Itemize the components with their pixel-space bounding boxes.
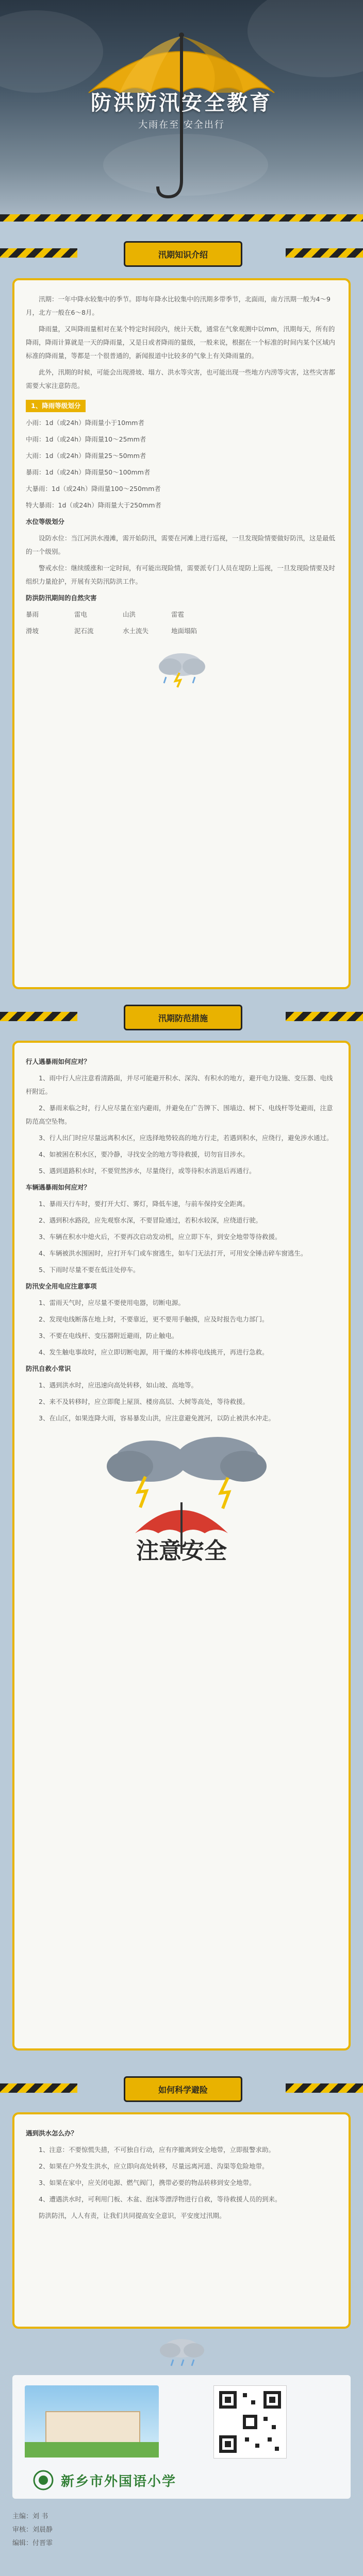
list-item: 雷电	[74, 611, 87, 618]
list-item: 大雨：1d（或24h）降雨量25～50mm者	[26, 452, 146, 460]
content-card	[12, 1041, 351, 2050]
notice-text: 注意安全	[136, 1538, 227, 1564]
list-item: 小雨：1d（或24h）降雨量小于10mm者	[26, 419, 144, 427]
hazard-stripe	[0, 1012, 77, 1021]
content-card	[12, 278, 351, 989]
disaster-row	[26, 608, 337, 621]
list-item: 山洪	[122, 611, 136, 618]
content-card	[12, 2112, 351, 2329]
hazard-stripe	[0, 248, 77, 258]
disaster-row	[26, 624, 337, 638]
hazard-stripe	[286, 2083, 363, 2093]
editor-info	[12, 2510, 351, 2550]
school-emblem-icon	[33, 2470, 54, 2490]
paragraph: 设防水位：当江河洪水漫滩，需开始防汛，需要在河滩上进行巡视，一旦发现险情要做好防汛，这是最低的一个级别。	[26, 534, 336, 555]
hazard-stripe	[0, 214, 363, 222]
editor-line: 编辑：付晋霏	[12, 2539, 53, 2547]
question-heading: 防汛安全用电应注意事项	[26, 1282, 97, 1290]
list-item: 中雨：1d（或24h）降雨量10～25mm者	[26, 435, 146, 443]
page-title: 防洪防汛安全教育	[91, 91, 272, 115]
section-heading: 如何科学避险	[124, 2076, 242, 2102]
list-item: 3、行人出门时应尽量远离积水区，应选择地势较高的地方行走，若遇到积水，应绕行，避免涉水通过。	[39, 1134, 333, 1142]
list-item: 2、如果在户外发生洪水，应立即向高处转移，尽量远离河道、沟渠等危险地带。	[39, 2162, 269, 2170]
paragraph: 此外，汛期的时候，可能会出现滑坡、塌方、洪水等灾害，也可能出现一些地方内涝等灾害，这些灾害都需要大家注意防范。	[26, 368, 336, 389]
section-header	[0, 236, 363, 272]
list-item: 3、不要在电线杆、变压器附近避雨，防止触电。	[39, 1332, 178, 1340]
hazard-stripe	[286, 248, 363, 258]
list-item: 4、遭遇洪水时，可利用门板、木盆、泡沫等漂浮物进行自救，等待救援人员的到来。	[39, 2195, 282, 2203]
qr-code	[213, 2385, 287, 2459]
school-photo	[25, 2385, 159, 2458]
question-heading: 车辆遇暴雨如何应对？	[26, 1183, 91, 1191]
rain-cloud-icon	[155, 2334, 208, 2370]
list-item: 4、如被困在积水区，要冷静，寻找安全的地方等待救援，切勿盲目涉水。	[39, 1150, 249, 1158]
list-item: 特大暴雨：1d（或24h）降雨量大于250mm者	[26, 501, 161, 509]
question-heading: 行人遇暴雨如何应对？	[26, 1058, 91, 1065]
safety-notice-illustration	[89, 1430, 274, 1585]
subheading: 水位等级划分	[26, 518, 65, 526]
list-item: 滑坡	[26, 627, 39, 635]
list-item: 3、车辆在积水中熄火后，不要再次启动发动机，应立即下车，到安全地带等待救援。	[39, 1233, 282, 1241]
list-item: 1、雨中行人应注意看清路面，并尽可能避开积水、深沟、有积水的地方，避开电力设施、变压器、电线杆附近。	[26, 1074, 333, 1095]
school-logo-row	[33, 2469, 332, 2492]
editor-line: 审核：刘晨静	[12, 2526, 53, 2534]
list-item: 泥石流	[74, 627, 94, 635]
list-item: 1、遇到洪水时，应迅速向高处转移，如山坡、高地等。	[39, 1381, 197, 1389]
section-safe-avoidance	[0, 2066, 363, 2576]
list-item: 大暴雨：1d（或24h）降雨量100～250mm者	[26, 485, 161, 493]
section-flood-precautions	[0, 994, 363, 2066]
paragraph: 汛期：一年中降水较集中的季节。即每年降水比较集中的汛期多带季节，北面雨，南方汛期一般为4～9月，北方一般在6～8月。	[26, 295, 331, 316]
list-item: 2、暴雨来临之时，行人应尽量在室内避雨，并避免在广告牌下、围墙边、树下、电线杆等处避雨，注意防范高空坠物。	[26, 1104, 333, 1125]
list-item: 水土流失	[122, 627, 148, 635]
list-item: 4、发生触电事故时，应立即切断电源，用干燥的木棒将电线挑开，再进行急救。	[39, 1348, 269, 1356]
subsection-tab: 1、降雨等级划分	[26, 400, 86, 412]
list-item: 3、在山区，如果连降大雨，容易暴发山洪，应注意避免渡河，以防止被洪水冲走。	[39, 1414, 275, 1422]
paragraph: 降雨量，又叫降雨量相对在某个特定时间段内，统计天数，通常在气象观测中以mm，汛期每天，所有的降雨，降雨计算就是一天的降雨量，又是日或者降雨的量级，一般来说，根据在一个标准的时间内某个区域内标准的降雨量，等都是一个很普通的，新闻报道中比较多的气象上有关降雨量的。	[26, 325, 336, 360]
question-heading: 遇到洪水怎么办？	[26, 2129, 78, 2137]
list-item: 4、车辆被洪水围困时，应打开车门或车窗逃生，如车门无法打开，可用安全锤击碎车窗逃生。	[39, 1249, 307, 1257]
section-heading: 汛期防范措施	[124, 1005, 242, 1030]
list-item: 1、暴雨天行车时，要打开大灯、雾灯，降低车速，与前车保持安全距离。	[39, 1200, 249, 1208]
grass-decor	[25, 2442, 159, 2458]
question-heading: 防汛自救小常识	[26, 1365, 71, 1372]
hazard-stripe	[0, 2083, 77, 2093]
list-item: 雷雹	[171, 611, 184, 618]
list-item: 暴雨：1d（或24h）降雨量50～100mm者	[26, 468, 151, 476]
list-item: 1、注意：不要惊慌失措，不可独自行动，应有序撤离到安全地带，立即报警求助。	[39, 2146, 275, 2154]
section-flood-knowledge	[0, 222, 363, 994]
list-item: 地面塌陷	[171, 627, 197, 635]
paragraph: 警戒水位：继续缓涨和一定时间，有可能出现险情，需要派专门人员在堤防上巡视，一旦发现险情要及时组织力量抢护，开展有关防汛防洪工作。	[26, 564, 336, 585]
list-item: 5、遇到道路积水时，不要贸然涉水，尽量绕行，或等待积水消退后再通行。	[39, 1167, 256, 1175]
list-item: 暴雨	[26, 611, 39, 618]
list-item: 2、遇到积水路段，应先观察水深，不要冒险通过，若积水较深，应绕道行驶。	[39, 1216, 262, 1224]
section-header	[0, 999, 363, 1036]
qr-code-icon	[214, 2386, 286, 2458]
list-item: 5、下雨时尽量不要在低洼处停车。	[39, 1266, 140, 1274]
section-heading: 汛期知识介绍	[124, 241, 242, 267]
subheading: 防洪防汛期间的自然灾害	[26, 594, 97, 602]
list-item: 1、雷雨天气时，应尽量不要使用电器，切断电源。	[39, 1299, 185, 1307]
school-promo-card	[12, 2375, 351, 2499]
list-item: 3、如果在家中，应关闭电源、燃气阀门，携带必要的物品转移到安全地带。	[39, 2179, 256, 2187]
rain-cloud-icon	[151, 647, 212, 688]
page-subtitle: 大雨在至 安全出行	[138, 120, 225, 130]
list-item: 2、发现电线断落在地上时，不要靠近，更不要用手触摸，应及时报告电力部门。	[39, 1315, 269, 1323]
hazard-stripe	[286, 1012, 363, 1021]
school-name: 新乡市外国语小学	[61, 2473, 177, 2489]
hero-banner	[0, 0, 363, 222]
section-header	[0, 2071, 363, 2107]
editor-line: 主编：刘 书	[12, 2513, 48, 2520]
paragraph: 防洪防汛，人人有责，让我们共同提高安全意识，平安度过汛期。	[39, 2212, 226, 2219]
list-item: 2、来不及转移时，应立即爬上屋顶、楼房高层、大树等高处，等待救援。	[39, 1398, 249, 1405]
